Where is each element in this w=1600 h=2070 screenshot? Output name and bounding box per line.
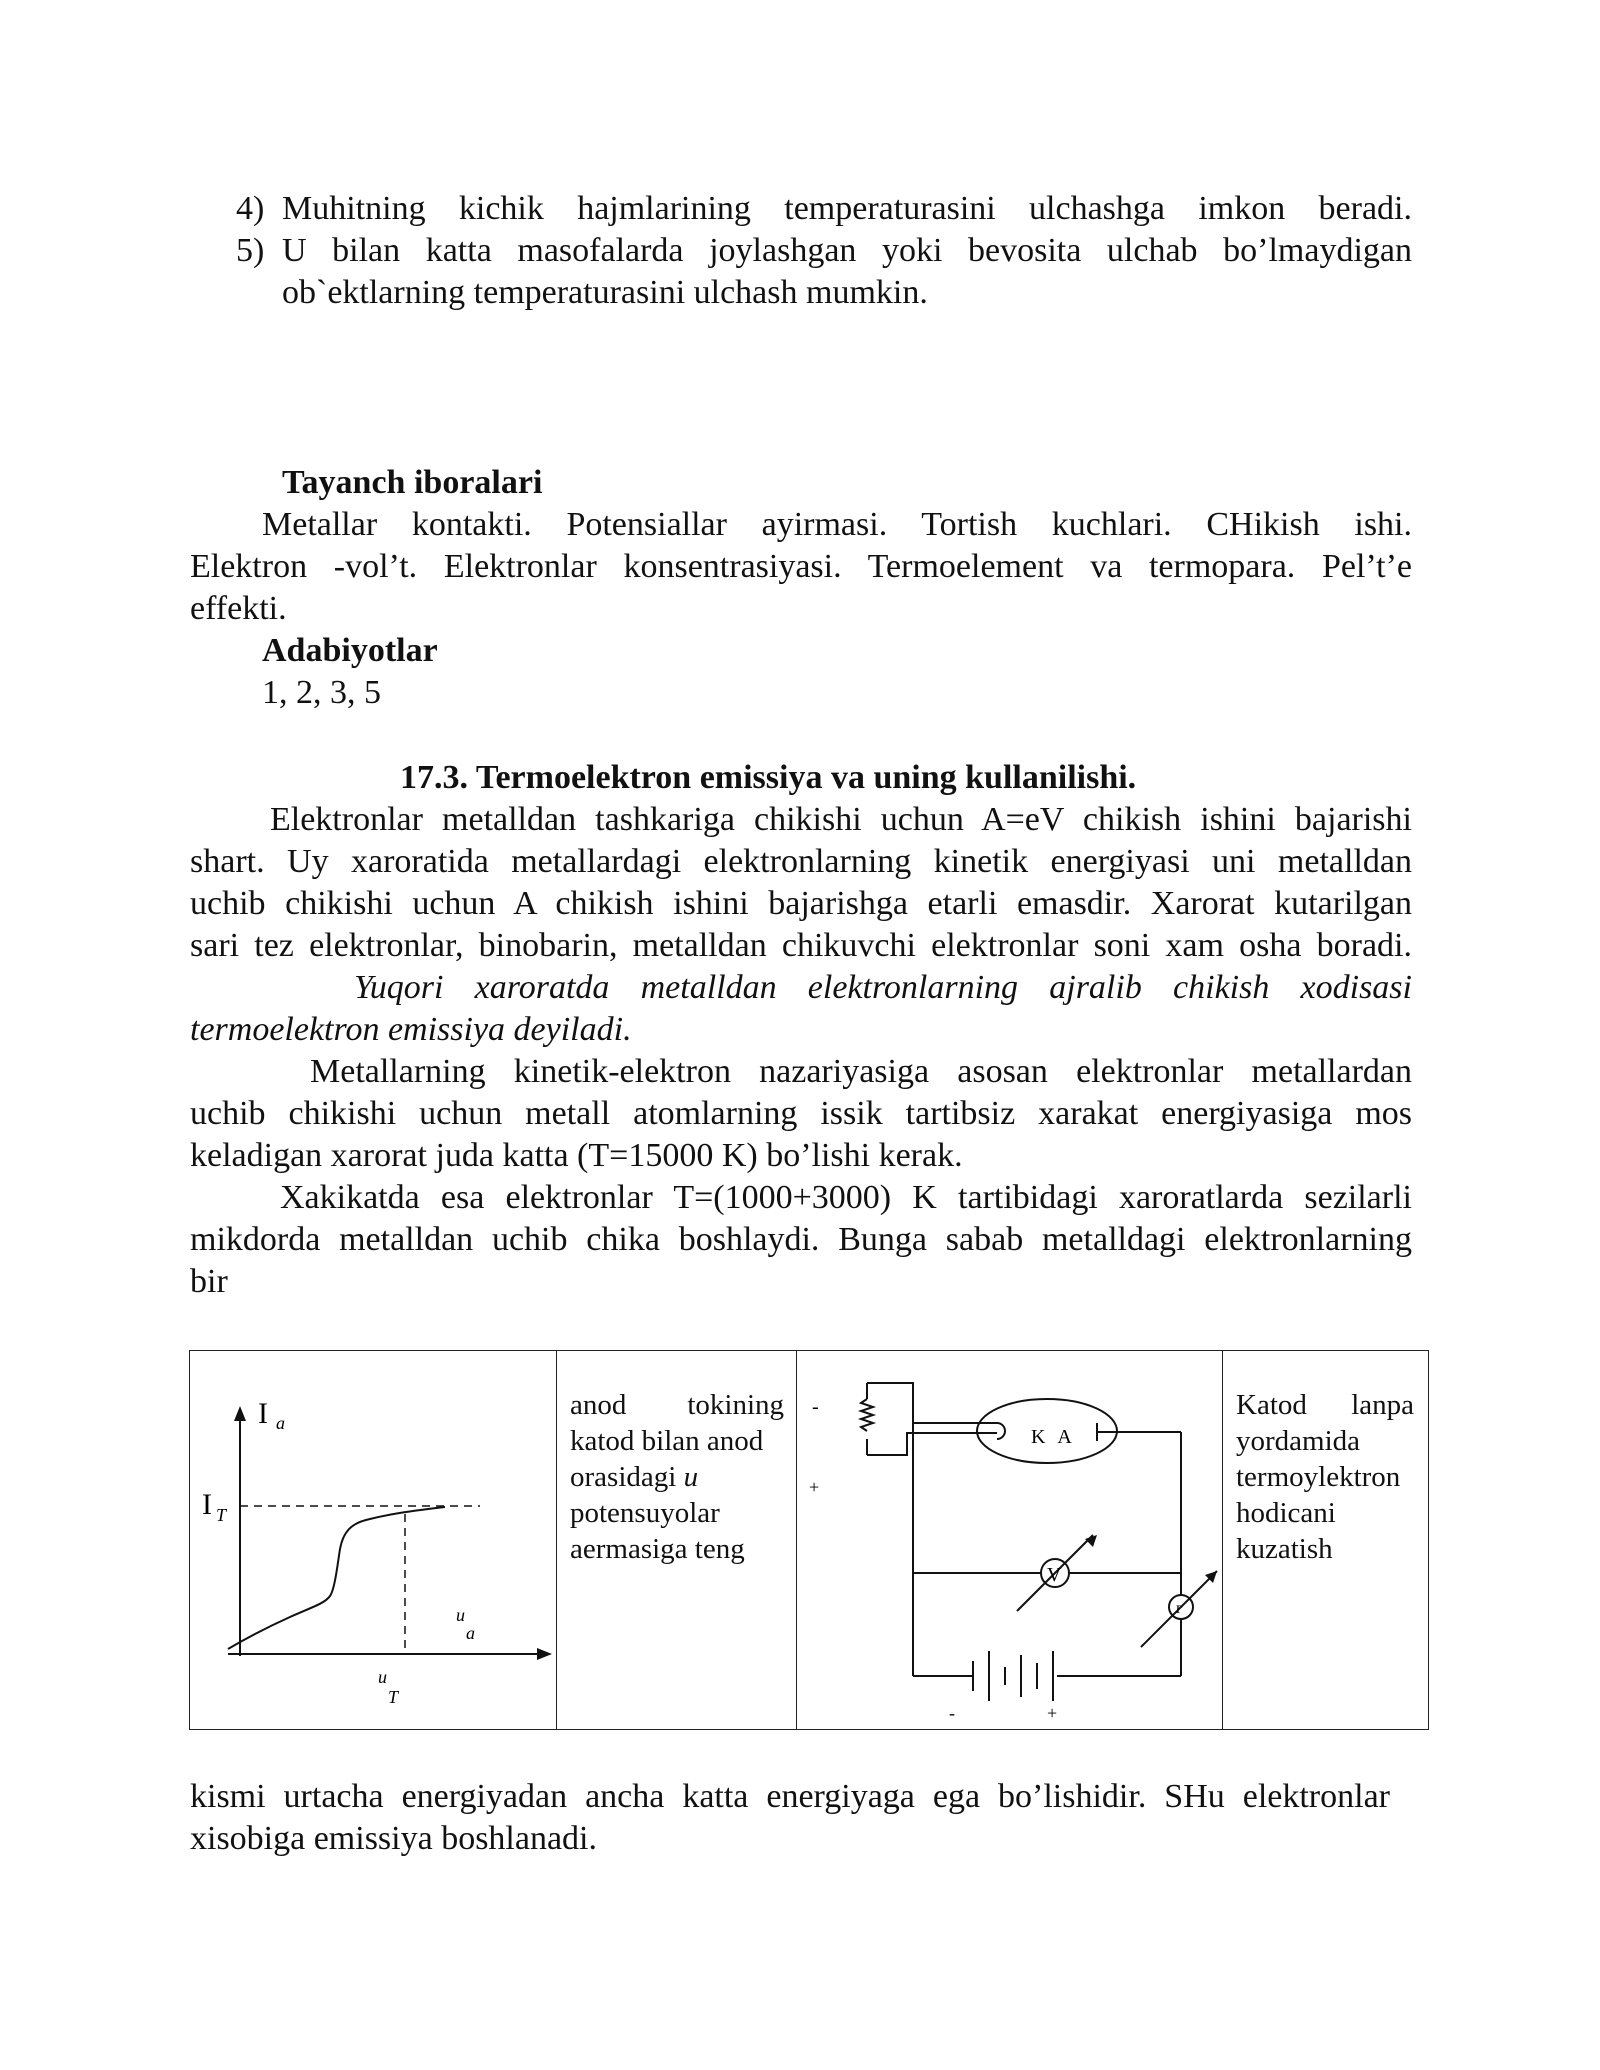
y-axis-label-sub: a bbox=[276, 1413, 285, 1433]
para1-line-3: uchib chikishi uchun A chikish ishini bajarishga etarli emasdir. Xarorat kutarilgan bbox=[190, 885, 1412, 922]
caption-left-line-3-text: orasidagi bbox=[570, 1461, 684, 1493]
closing-line-2: xisobiga emissiya boshlanadi. bbox=[190, 1820, 598, 1857]
keywords-line-3: effekti. bbox=[190, 590, 287, 627]
saturation-label: I bbox=[202, 1488, 212, 1521]
caption-left-italic-u: u bbox=[683, 1461, 699, 1493]
battery-plus-label: + bbox=[1047, 1703, 1058, 1723]
current-voltage-graph bbox=[190, 1351, 556, 1729]
para2-line-1: Metallarning kinetik-elektron nazariyasiga asosan elektronlar metallardan bbox=[310, 1053, 1412, 1090]
circuit-diagram bbox=[797, 1351, 1221, 1729]
caption-right-line-2: yordamida bbox=[1236, 1425, 1361, 1457]
list-item-5-line-1: U bilan katta masofalarda joylashgan yoki bevosita ulchab bo’lmaydigan bbox=[282, 232, 1412, 269]
list-item-5-line-2: ob`ektlarning temperaturasini ulchash mumkin. bbox=[282, 274, 928, 311]
para1-line-2: shart. Uy xaroratida metallardagi elektronlarning kinetik energiyasi uni metalldan bbox=[190, 843, 1412, 880]
literature-refs: 1, 2, 3, 5 bbox=[262, 674, 381, 711]
x-axis-arrow bbox=[537, 1648, 552, 1660]
para1-line-4: sari tez elektronlar, binobarin, metalldan chikuvchi elektronlar soni xam osha boradi. bbox=[190, 927, 1412, 964]
para3-line-3: bir bbox=[190, 1263, 228, 1300]
ut-label: u bbox=[378, 1667, 387, 1687]
definition-line-1: Yuqori xaroratda metalldan elektronlarning ajralib chikish xodisasi bbox=[354, 969, 1412, 1006]
caption-left-line-3 bbox=[570, 1459, 784, 1495]
filament-resistor bbox=[861, 1399, 873, 1431]
x-axis-label: u bbox=[456, 1605, 465, 1625]
keywords-line-2: Elektron -vol’t. Elektronlar konsentrasiyasi. Termoelement va termopara. Pel’t’e bbox=[190, 548, 1412, 585]
list-number-4: 4) bbox=[236, 190, 265, 227]
caption-right-line-4: hodicani bbox=[1236, 1497, 1336, 1529]
caption-left bbox=[570, 1387, 784, 1567]
battery-minus-label: - bbox=[949, 1703, 955, 1723]
y-axis-label: I bbox=[258, 1397, 268, 1430]
table-divider bbox=[1222, 1351, 1223, 1729]
saturation-label-sub: T bbox=[216, 1505, 227, 1525]
y-axis-arrow bbox=[234, 1406, 246, 1421]
keywords-line-1: Metallar kontakti. Potensiallar ayirmasi. Tortish kuchlari. CHikish ishi. bbox=[262, 506, 1412, 543]
para1-line-1: Elektronlar metalldan tashkariga chikishi uchun A=eV chikish ishini bajarishi bbox=[270, 801, 1412, 838]
caption-right-line-3: termoylektron bbox=[1236, 1461, 1401, 1493]
closing-line-1: kismi urtacha energiyadan ancha katta energiyaga ega bo’lishidir. SHu elektronlar bbox=[190, 1778, 1390, 1815]
caption-left-line-2: katod bilan anod bbox=[570, 1425, 764, 1457]
tube-label: K A bbox=[1031, 1426, 1076, 1448]
section-title: 17.3. Termoelektron emissiya va uning kullanilishi. bbox=[400, 759, 1137, 796]
galvanometer-label: г bbox=[1176, 1600, 1183, 1617]
keywords-heading: Tayanch iboralari bbox=[282, 464, 543, 501]
ut-label-sub: T bbox=[388, 1687, 399, 1707]
caption-left-line-4: potensuyolar bbox=[570, 1497, 720, 1529]
circuit-plus-mid: + bbox=[809, 1477, 820, 1497]
caption-left-line-5: aermasiga teng bbox=[570, 1533, 745, 1565]
para3-line-1: Xakikatda esa elektronlar T=(1000+3000) K tartibidagi xaroratlarda sezilarli bbox=[280, 1179, 1412, 1216]
wire bbox=[867, 1383, 997, 1423]
caption-right-line-1: Katod lanpa bbox=[1236, 1389, 1414, 1421]
table-divider bbox=[556, 1351, 557, 1729]
para2-line-2: uchib chikishi uchun metall atomlarning issik tartibsiz xarakat energiyasiga mos bbox=[190, 1095, 1412, 1132]
x-axis-label-sub: a bbox=[466, 1623, 475, 1643]
list-number-5: 5) bbox=[236, 232, 265, 269]
cathode-symbol bbox=[997, 1423, 1005, 1439]
caption-right bbox=[1236, 1387, 1414, 1567]
para3-line-2: mikdorda metalldan uchib chika boshlaydi. Bunga sabab metalldagi elektronlarning bbox=[190, 1221, 1412, 1258]
figure-table bbox=[189, 1350, 1429, 1730]
caption-left-line-1: anod tokining bbox=[570, 1389, 784, 1421]
emission-curve bbox=[228, 1507, 445, 1649]
voltmeter-label: V bbox=[1047, 1564, 1062, 1586]
para2-line-3: keladigan xarorat juda katta (T=15000 K) bo’lishi kerak. bbox=[190, 1137, 963, 1174]
caption-right-line-5: kuzatish bbox=[1236, 1533, 1333, 1565]
definition-line-2: termoelektron emissiya deyiladi. bbox=[190, 1011, 632, 1048]
list-item-4-line-1: Muhitning kichik hajmlarining temperaturasini ulchashga imkon beradi. bbox=[282, 190, 1412, 227]
circuit-minus-top: - bbox=[812, 1396, 819, 1418]
literature-heading: Adabiyotlar bbox=[262, 632, 438, 669]
